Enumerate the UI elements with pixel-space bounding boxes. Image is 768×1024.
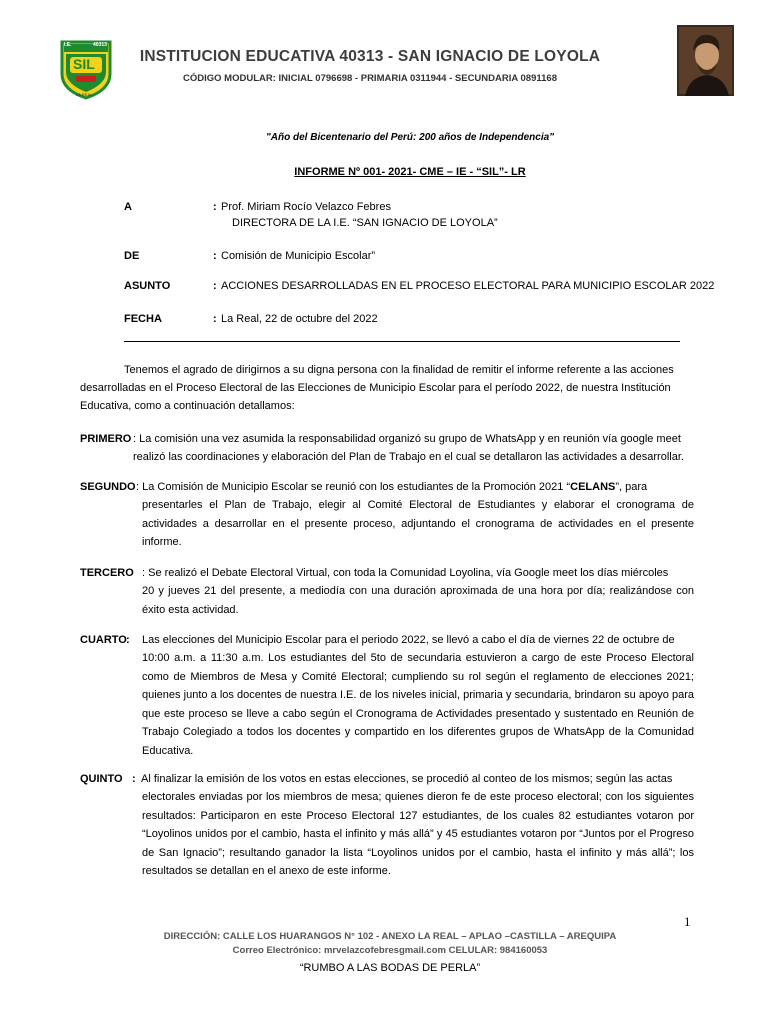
- intro-line-1: Tenemos el agrado de dirigirnos a su digna persona con la finalidad de remitir el informe referente a las acciones: [124, 364, 674, 376]
- section-primero-text: realizó las coordinaciones y elaboración del Plan de Trabajo en el cual se detallaron las actividades a desarrollar.: [133, 451, 684, 463]
- logo-text: SIL: [73, 56, 95, 72]
- logo-bottom: LA REAL: [76, 92, 93, 97]
- section-cuarto-text: 10:00 a.m. a 11:30 a.m. Los estudiantes del 5to de secundaria estuvieron a cargo de este Proceso Electoral como de Miembros de Mesa y Comité Electoral; cumpliendo su rol según el reglamento de elecciones 2021; quienes junto a los docentes de nuestra I.E. de los niveles inicial, primaria y secundaria, brindaron su apoyo para que este proceso se lleve a cabo según el Cronograma de Actividades presentado y sustentado en Reunión de Trabajo Colegiado a todos los docentes y compartido en los diferentes grupos de WhatsApp de la Comunidad Educativa.: [142, 652, 694, 757]
- field-de-label: DE: [124, 250, 140, 262]
- field-a-value-1: Prof. Miriam Rocío Velazco Febres: [221, 201, 391, 213]
- section-segundo-promo-name: CELANS: [570, 481, 616, 493]
- saint-portrait: [677, 25, 734, 96]
- field-a-label: A: [124, 201, 132, 213]
- section-tercero: [80, 564, 694, 620]
- footer-slogan: “RUMBO A LAS BODAS DE PERLA”: [299, 962, 481, 974]
- section-quinto-text: electorales enviadas por los miembros de mesa; quienes dieron fe de este proceso electoral; con los siguientes resultados: Participaron en este Proceso Electoral 127 estudiantes, de los cuales 82 estudiantes votaron por “Loyolinos unidos por el cambio, hasta el infinito y más allá” y 45 estudiantes votaron por “Juntos por el Progreso de San Ignacio”; resultando ganador la lista “Loyolinos unidos por el cambio, hasta el infinito y más allá”; los resultados se detallan en el anexo de este informe.: [142, 791, 694, 877]
- section-segundo-text: presentarles el Plan de Trabajo, elegir al Comité Electoral de Estudiantes y elaborar el cronograma de actividades a desarrollar en el presente proceso, adjuntando el cronograma de actividades en el presente informe.: [142, 499, 694, 548]
- section-cuarto: [80, 631, 694, 761]
- section-segundo-first-c: ”, para: [615, 481, 648, 493]
- report-title: INFORME Nº 001- 2021- CME – IE - “SIL”- LR: [294, 166, 526, 178]
- field-a-separator: :: [213, 201, 217, 213]
- header-divider: [124, 341, 680, 342]
- section-tercero-first-line: : Se realizó el Debate Electoral Virtual, con toda la Comunidad Loyolina, vía Google meet los días miércoles: [142, 567, 669, 579]
- section-quinto-label: QUINTO: [80, 773, 123, 785]
- section-primero-first-line: : La comisión una vez asumida la responsabilidad organizó su grupo de WhatsApp y en reunión vía google meet: [133, 433, 681, 445]
- field-de-value: Comisión de Municipio Escolar”: [221, 250, 376, 262]
- modular-codes: CÓDIGO MODULAR: INICIAL 0796698 - PRIMARIA 0311944 - SECUNDARIA 0891168: [183, 73, 557, 84]
- field-asunto-separator: :: [213, 280, 217, 292]
- section-quinto-first-line: Al finalizar la emisión de los votos en estas elecciones, se procedió al conteo de los mismos; según las actas: [141, 773, 673, 785]
- section-quinto-colon: :: [132, 773, 136, 785]
- field-de-separator: :: [213, 250, 217, 262]
- intro-line-3: Educativa, como a continuación detallamos:: [80, 400, 295, 412]
- field-asunto-label: ASUNTO: [124, 280, 171, 292]
- section-quinto: [80, 770, 694, 880]
- footer-address: DIRECCIÓN: CALLE LOS HUARANGOS N° 102 - ANEXO LA REAL – APLAO –CASTILLA – AREQUIPA: [163, 931, 617, 942]
- section-segundo-first-a: : La Comisión de Municipio Escolar se reunió con los estudiantes de la Promoción 2021 “: [136, 481, 571, 493]
- school-title: INSTITUCION EDUCATIVA 40313 - SAN IGNACIO DE LOYOLA: [139, 48, 601, 65]
- year-motto: "Año del Bicentenario del Perú: 200 años de Independencia": [266, 132, 554, 143]
- section-cuarto-colon: :: [126, 634, 130, 646]
- section-segundo-first-line: [136, 478, 694, 497]
- section-cuarto-label: CUARTO: [80, 634, 127, 646]
- field-fecha-value: La Real, 22 de octubre del 2022: [221, 313, 378, 325]
- intro-line-2: desarrolladas en el Proceso Electoral de las Elecciones de Municipio Escolar para el período 2022, de nuestra Institución: [80, 382, 671, 394]
- page-number: 1: [684, 914, 691, 929]
- section-cuarto-first-line: Las elecciones del Municipio Escolar para el periodo 2022, se llevó a cabo el día de viernes 22 de octubre de: [142, 634, 675, 646]
- footer-contact: Correo Electrónico: mrvelazcofebresgmail.com CELULAR: 984160053: [232, 945, 548, 956]
- section-tercero-label: TERCERO: [80, 567, 134, 579]
- section-segundo: [80, 478, 694, 552]
- section-primero: [80, 430, 694, 470]
- logo-top-left: I.E.: [64, 42, 72, 48]
- school-logo: [60, 40, 112, 100]
- portrait-image-icon: [677, 25, 734, 96]
- field-a-value-2: DIRECTORA DE LA I.E. “SAN IGNACIO DE LOYOLA”: [232, 217, 498, 229]
- section-tercero-text: 20 y jueves 21 del presente, a mediodía con una duración aproximada de una hora por día; realizándose con éxito esta actividad.: [142, 585, 694, 616]
- section-segundo-label: SEGUNDO: [80, 481, 136, 493]
- section-primero-label: PRIMERO: [80, 433, 132, 445]
- logo-top-right: 40313: [93, 42, 107, 48]
- field-fecha-label: FECHA: [124, 313, 162, 325]
- field-fecha-separator: :: [213, 313, 217, 325]
- field-asunto-value: ACCIONES DESARROLLADAS EN EL PROCESO ELECTORAL PARA MUNICIPIO ESCOLAR 2022: [221, 280, 715, 292]
